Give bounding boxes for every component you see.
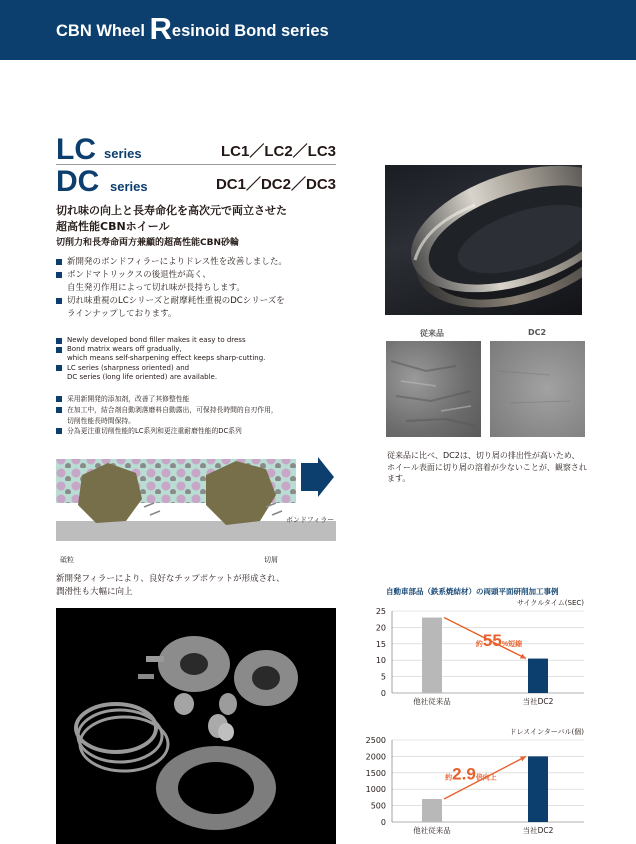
catch-line-1: 切れ味の向上と長寿命化を高次元で両立させた <box>56 204 287 217</box>
label-chip: 切屑 <box>264 556 278 564</box>
list-item-continued: ラインナップしております。 <box>67 309 177 319</box>
y-tick-label: 10 <box>375 656 386 666</box>
bullet-square-icon <box>56 428 62 434</box>
annotation-prefix: 約 <box>445 774 453 782</box>
x-tick-label: 他社従来品 <box>413 697 451 706</box>
parts-photo <box>56 608 336 844</box>
dc-models: DC1／DC2／DC3 <box>215 176 336 193</box>
bar <box>422 799 442 822</box>
label-abrasive-grain: 砥粒 <box>60 556 74 564</box>
caption-line-1: 新開発フィラーにより、良好なチップポケットが形成され、 <box>56 574 285 584</box>
y-tick-label: 1000 <box>365 785 386 795</box>
y-tick-label: 0 <box>380 818 386 827</box>
y-axis-label: ドレスインターバル(個) <box>509 728 584 736</box>
bar <box>422 618 442 693</box>
list-item: Bond matrix wears off gradually, <box>56 345 265 354</box>
catch-chinese: 切削力和長寿命両方兼顧的超高性能CBN砂輪 <box>56 238 239 248</box>
y-tick-label: 2500 <box>365 736 386 745</box>
x-tick-label: 当社DC2 <box>522 697 554 706</box>
x-tick-label: 当社DC2 <box>522 826 554 835</box>
bar <box>528 659 548 693</box>
caption-line-2: 潤滑性も大幅に向上 <box>56 587 133 597</box>
lc-models: LC1／LC2／LC3 <box>220 143 336 160</box>
bullet-square-icon <box>56 407 62 413</box>
sintered-parts-illustration <box>56 608 336 844</box>
dc-series-heading <box>56 167 336 197</box>
list-item: 在加工中，結合剤自動剥落磨料自動露出，可保持長時間的自刃作用， <box>56 405 278 416</box>
list-item: ボンドマトリックスの後退性が高く、 <box>56 269 287 282</box>
bullet-square-icon <box>56 298 62 304</box>
y-tick-label: 25 <box>375 607 386 616</box>
y-tick-label: 20 <box>375 623 386 633</box>
feature-list-cn <box>56 394 278 437</box>
chart-annotation <box>476 631 523 650</box>
title-post: esinoid Bond series <box>171 22 329 40</box>
page-title <box>56 11 329 46</box>
title-pre: CBN Wheel <box>56 22 150 40</box>
micrograph-dc2 <box>490 341 585 437</box>
bullet-square-icon <box>56 347 62 353</box>
micrograph-conventional <box>386 341 481 437</box>
list-item-continued: DC series (long life oriented) are available. <box>67 372 218 381</box>
bullet-square-icon <box>56 338 62 344</box>
label-bond-filler: ボンドフィラー <box>286 516 335 524</box>
annotation-suffix: %短縮 <box>501 641 523 649</box>
y-tick-label: 1500 <box>365 768 386 778</box>
diagram-caption <box>56 573 285 599</box>
lc-series-word: series <box>104 146 142 161</box>
list-item-continued: 切削性能長時間保持。 <box>67 416 135 425</box>
bullet-square-icon <box>56 259 62 265</box>
bullet-square-icon <box>56 272 62 278</box>
list-item: Newly developed bond filler makes it easy to dress <box>56 336 265 345</box>
annotation-value: 2.9 <box>452 764 476 784</box>
surface-texture <box>490 341 585 437</box>
list-item: 分為更注重切削性能的LC系列和更注重耐磨性能的DC系列 <box>56 426 278 437</box>
wheel-illustration <box>385 165 582 315</box>
surface-texture <box>386 341 481 437</box>
y-tick-label: 2000 <box>365 752 386 762</box>
title-capital: R <box>149 11 172 46</box>
bullet-square-icon <box>56 365 62 371</box>
bond-diagram <box>56 455 336 575</box>
chart-title: 自動車部品（鉄系焼結材）の両頭平面研削加工事例 <box>386 587 559 596</box>
list-item: 采用新開発的添加剤，改善了其修整性能 <box>56 394 278 405</box>
dc-name: DC <box>56 165 100 198</box>
y-tick-label: 0 <box>380 689 386 698</box>
lc-series-heading <box>56 135 336 165</box>
bullet-square-icon <box>56 396 62 402</box>
y-tick-label: 15 <box>375 639 386 649</box>
label-conventional: 従来品 <box>420 329 444 338</box>
annotation-value: 55 <box>482 631 502 651</box>
dress-interval-chart <box>356 726 596 838</box>
y-axis-label: サイクルタイム(SEC) <box>517 599 584 607</box>
list-item: LC series (sharpness oriented) and <box>56 364 265 373</box>
list-item-continued: 自生発刃作用によって切れ味が長持ちします。 <box>67 283 245 293</box>
list-item: 切れ味重視のLCシリーズと耐摩耗性重視のDCシリーズを <box>56 295 287 308</box>
micrograph-caption: 従来品に比べ、DC2は、切り屑の排出性が高いため、ホイール表面に切り屑の溶着が少ないことが、観察されます。 <box>387 451 587 483</box>
y-tick-label: 5 <box>380 672 386 682</box>
lc-name: LC <box>56 133 96 166</box>
catch-line-2: 超高性能CBNホイール <box>56 220 170 233</box>
x-tick-label: 他社従来品 <box>413 826 451 835</box>
bond-structure-illustration <box>56 455 336 555</box>
list-item-continued: which means self-sharpening effect keeps sharp-cutting. <box>67 354 266 363</box>
chart-annotation <box>445 765 497 784</box>
annotation-suffix: 倍向上 <box>475 774 497 782</box>
label-dc2: DC2 <box>528 328 547 337</box>
list-item: 新開発のボンドフィラーによりドレス性を改善しました。 <box>56 256 287 269</box>
y-tick-label: 500 <box>370 801 386 811</box>
feature-list-en <box>56 336 265 382</box>
cycle-time-chart <box>356 597 596 709</box>
annotation-prefix: 約 <box>475 641 483 649</box>
dc-series-word: series <box>110 179 148 194</box>
header-band <box>0 0 636 60</box>
bar <box>528 756 548 822</box>
wheel-photo <box>385 165 582 315</box>
feature-list-jp <box>56 256 287 321</box>
